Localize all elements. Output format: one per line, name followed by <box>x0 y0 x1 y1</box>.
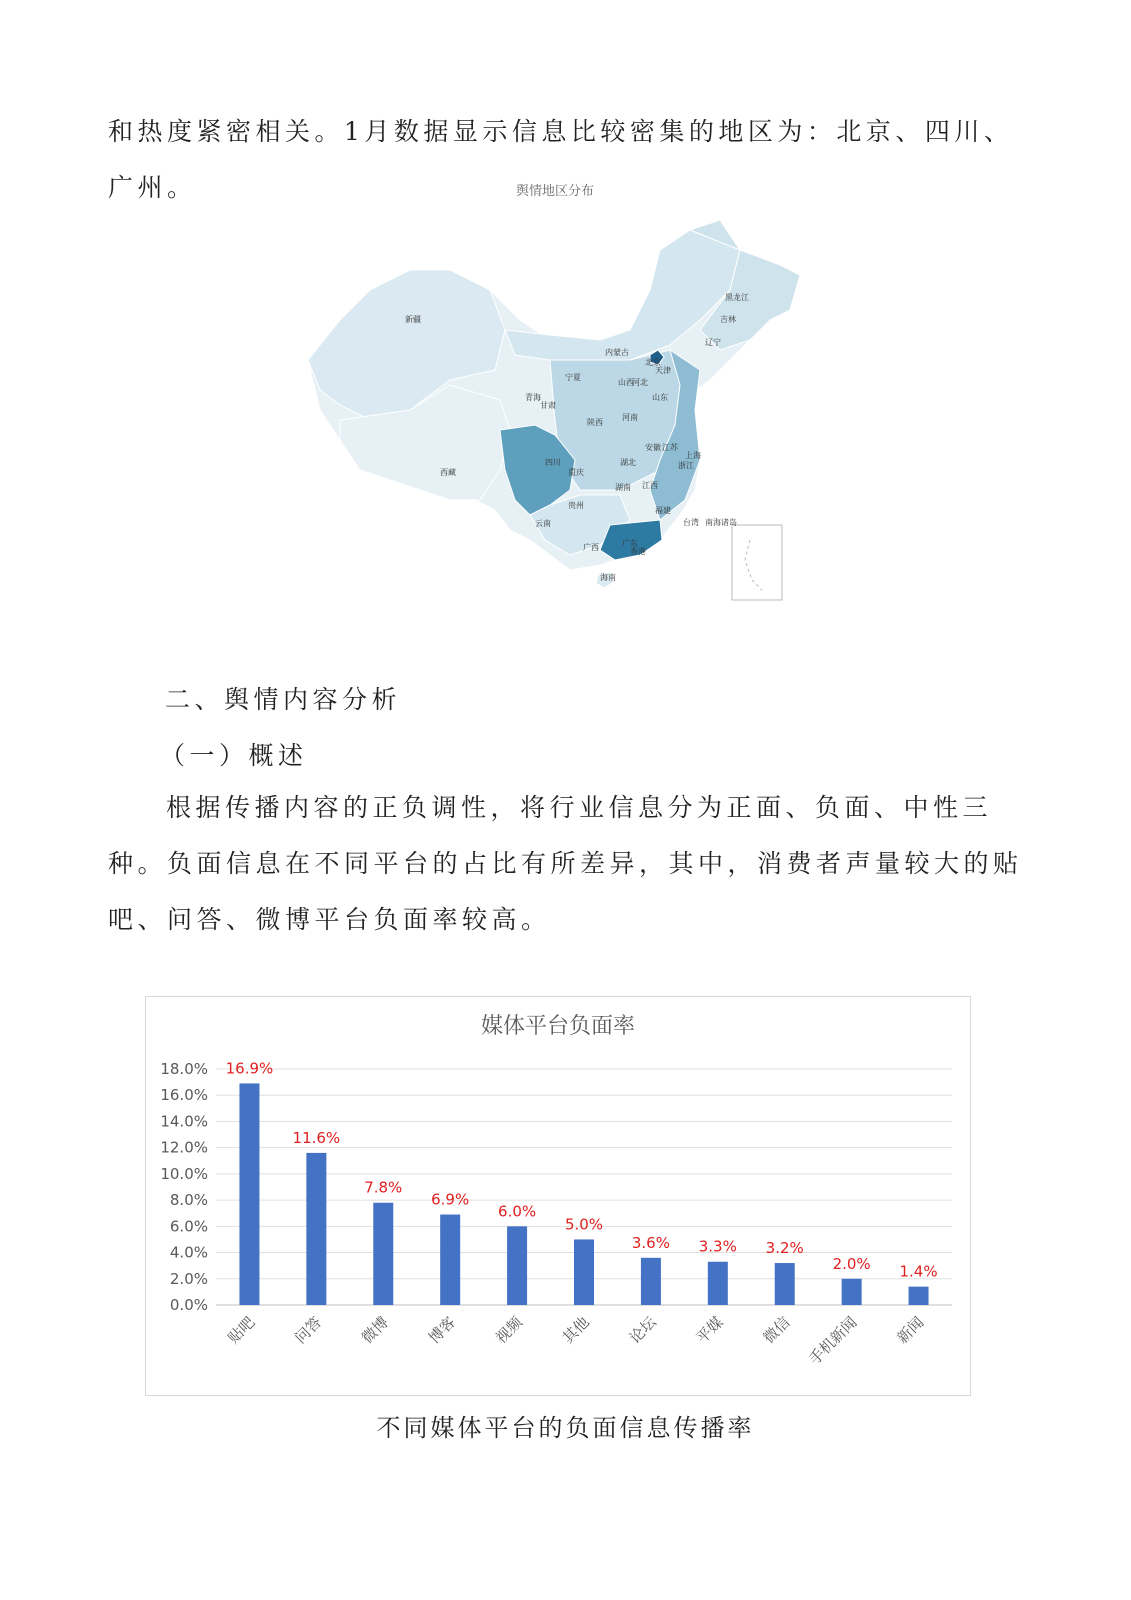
map-label: 天津 <box>655 366 671 375</box>
map-label: 重庆 <box>568 468 584 477</box>
x-tick-label: 问答 <box>291 1313 326 1348</box>
x-tick-label: 博客 <box>425 1313 460 1348</box>
bar <box>775 1263 795 1305</box>
map-label: 江西 <box>642 481 658 490</box>
x-tick-label: 视频 <box>491 1313 526 1348</box>
map-label: 四川 <box>545 458 561 467</box>
y-tick-label: 10.0% <box>160 1164 208 1183</box>
x-tick-label: 论坛 <box>625 1313 660 1348</box>
map-label: 南海诸岛 <box>705 518 737 527</box>
map-label: 台湾 <box>683 518 699 527</box>
data-label: 3.6% <box>631 1233 670 1252</box>
data-label: 2.0% <box>832 1254 871 1273</box>
map-label: 广东 <box>622 539 638 548</box>
chart-title: 媒体平台负面率 <box>480 1014 635 1039</box>
y-tick-label: 8.0% <box>169 1191 208 1210</box>
y-tick-label: 0.0% <box>169 1296 208 1314</box>
y-tick-label: 4.0% <box>169 1243 208 1262</box>
map-label: 浙江 <box>678 461 694 470</box>
map-label: 香港 <box>630 547 646 556</box>
south-china-sea-inset <box>732 525 782 600</box>
section-heading: 二、舆情内容分析 <box>165 685 402 714</box>
body-paragraph: 根据传播内容的正负调性，将行业信息分为正面、负面、中性三种。负面信息在不同平台的占比有所差异，其中，消费者声量较大的贴吧、问答、微博平台负面率较高。 <box>108 793 1023 934</box>
x-tick-label: 其他 <box>558 1313 593 1348</box>
data-label: 11.6% <box>292 1128 341 1147</box>
data-label: 3.2% <box>765 1239 804 1258</box>
map-label: 安徽 <box>645 443 661 452</box>
data-label: 6.9% <box>431 1190 470 1209</box>
map-label: 海南 <box>600 573 616 582</box>
y-tick-label: 16.0% <box>160 1086 208 1105</box>
intro-line: 和热度紧密相关。1月数据显示信息比较密集的地区为：北京、四川、广州。 <box>108 117 1014 202</box>
map-label: 黑龙江 <box>725 293 749 302</box>
bar <box>306 1153 326 1305</box>
map-label: 西藏 <box>440 468 456 477</box>
bar <box>507 1226 527 1305</box>
map-label: 陕西 <box>587 418 603 427</box>
map-label: 甘肃 <box>540 401 556 410</box>
map-label: 湖南 <box>615 483 631 492</box>
map-label: 福建 <box>655 506 671 515</box>
figure-caption: 不同媒体平台的负面信息传播率 <box>376 1414 755 1442</box>
map-label: 吉林 <box>720 315 736 324</box>
x-tick-label: 新闻 <box>893 1313 928 1348</box>
map-title: 舆情地区分布 <box>515 184 594 199</box>
data-label: 5.0% <box>564 1215 604 1234</box>
bar <box>239 1083 259 1305</box>
map-label: 青海 <box>525 393 541 402</box>
x-tick-label: 微博 <box>358 1313 393 1348</box>
china-map-figure <box>300 170 820 610</box>
x-tick-label: 微信 <box>759 1313 794 1348</box>
bar <box>909 1287 929 1305</box>
x-tick-label: 手机新闻 <box>805 1313 861 1369</box>
data-label: 3.3% <box>698 1237 737 1256</box>
map-label: 河南 <box>622 413 638 422</box>
subsection-heading: （一）概述 <box>160 741 308 770</box>
map-label: 广西 <box>583 543 599 552</box>
map-label: 江苏 <box>662 443 678 452</box>
china-map <box>300 170 820 610</box>
map-label: 新疆 <box>405 315 421 324</box>
data-label: 16.9% <box>225 1059 274 1078</box>
map-label: 山西 <box>618 378 634 387</box>
map-label: 宁夏 <box>565 373 581 382</box>
y-tick-label: 12.0% <box>160 1138 208 1157</box>
x-tick-label: 平媒 <box>692 1313 727 1348</box>
y-tick-label: 6.0% <box>169 1217 208 1236</box>
y-tick-label: 14.0% <box>160 1112 208 1131</box>
data-label: 7.8% <box>364 1178 403 1197</box>
map-label: 内蒙古 <box>605 348 629 357</box>
map-label: 北京 <box>645 358 661 367</box>
data-label: 6.0% <box>498 1202 537 1221</box>
bar-chart-svg <box>146 997 972 1397</box>
map-label: 山东 <box>652 393 668 402</box>
x-tick-label: 贴吧 <box>224 1313 259 1348</box>
map-label: 贵州 <box>568 501 584 510</box>
map-label: 上海 <box>685 451 701 460</box>
y-tick-label: 2.0% <box>169 1269 208 1288</box>
bar <box>574 1239 594 1305</box>
data-label: 1.4% <box>899 1262 938 1281</box>
bar <box>842 1279 862 1305</box>
map-label: 湖北 <box>620 458 636 467</box>
map-label: 河北 <box>632 378 648 387</box>
bar-chart <box>145 996 971 1396</box>
bar <box>708 1262 728 1305</box>
bar <box>641 1258 661 1305</box>
bar <box>440 1215 460 1305</box>
map-label: 云南 <box>535 519 551 528</box>
bar <box>373 1203 393 1305</box>
map-label: 辽宁 <box>705 338 721 347</box>
y-tick-label: 18.0% <box>160 1060 208 1078</box>
